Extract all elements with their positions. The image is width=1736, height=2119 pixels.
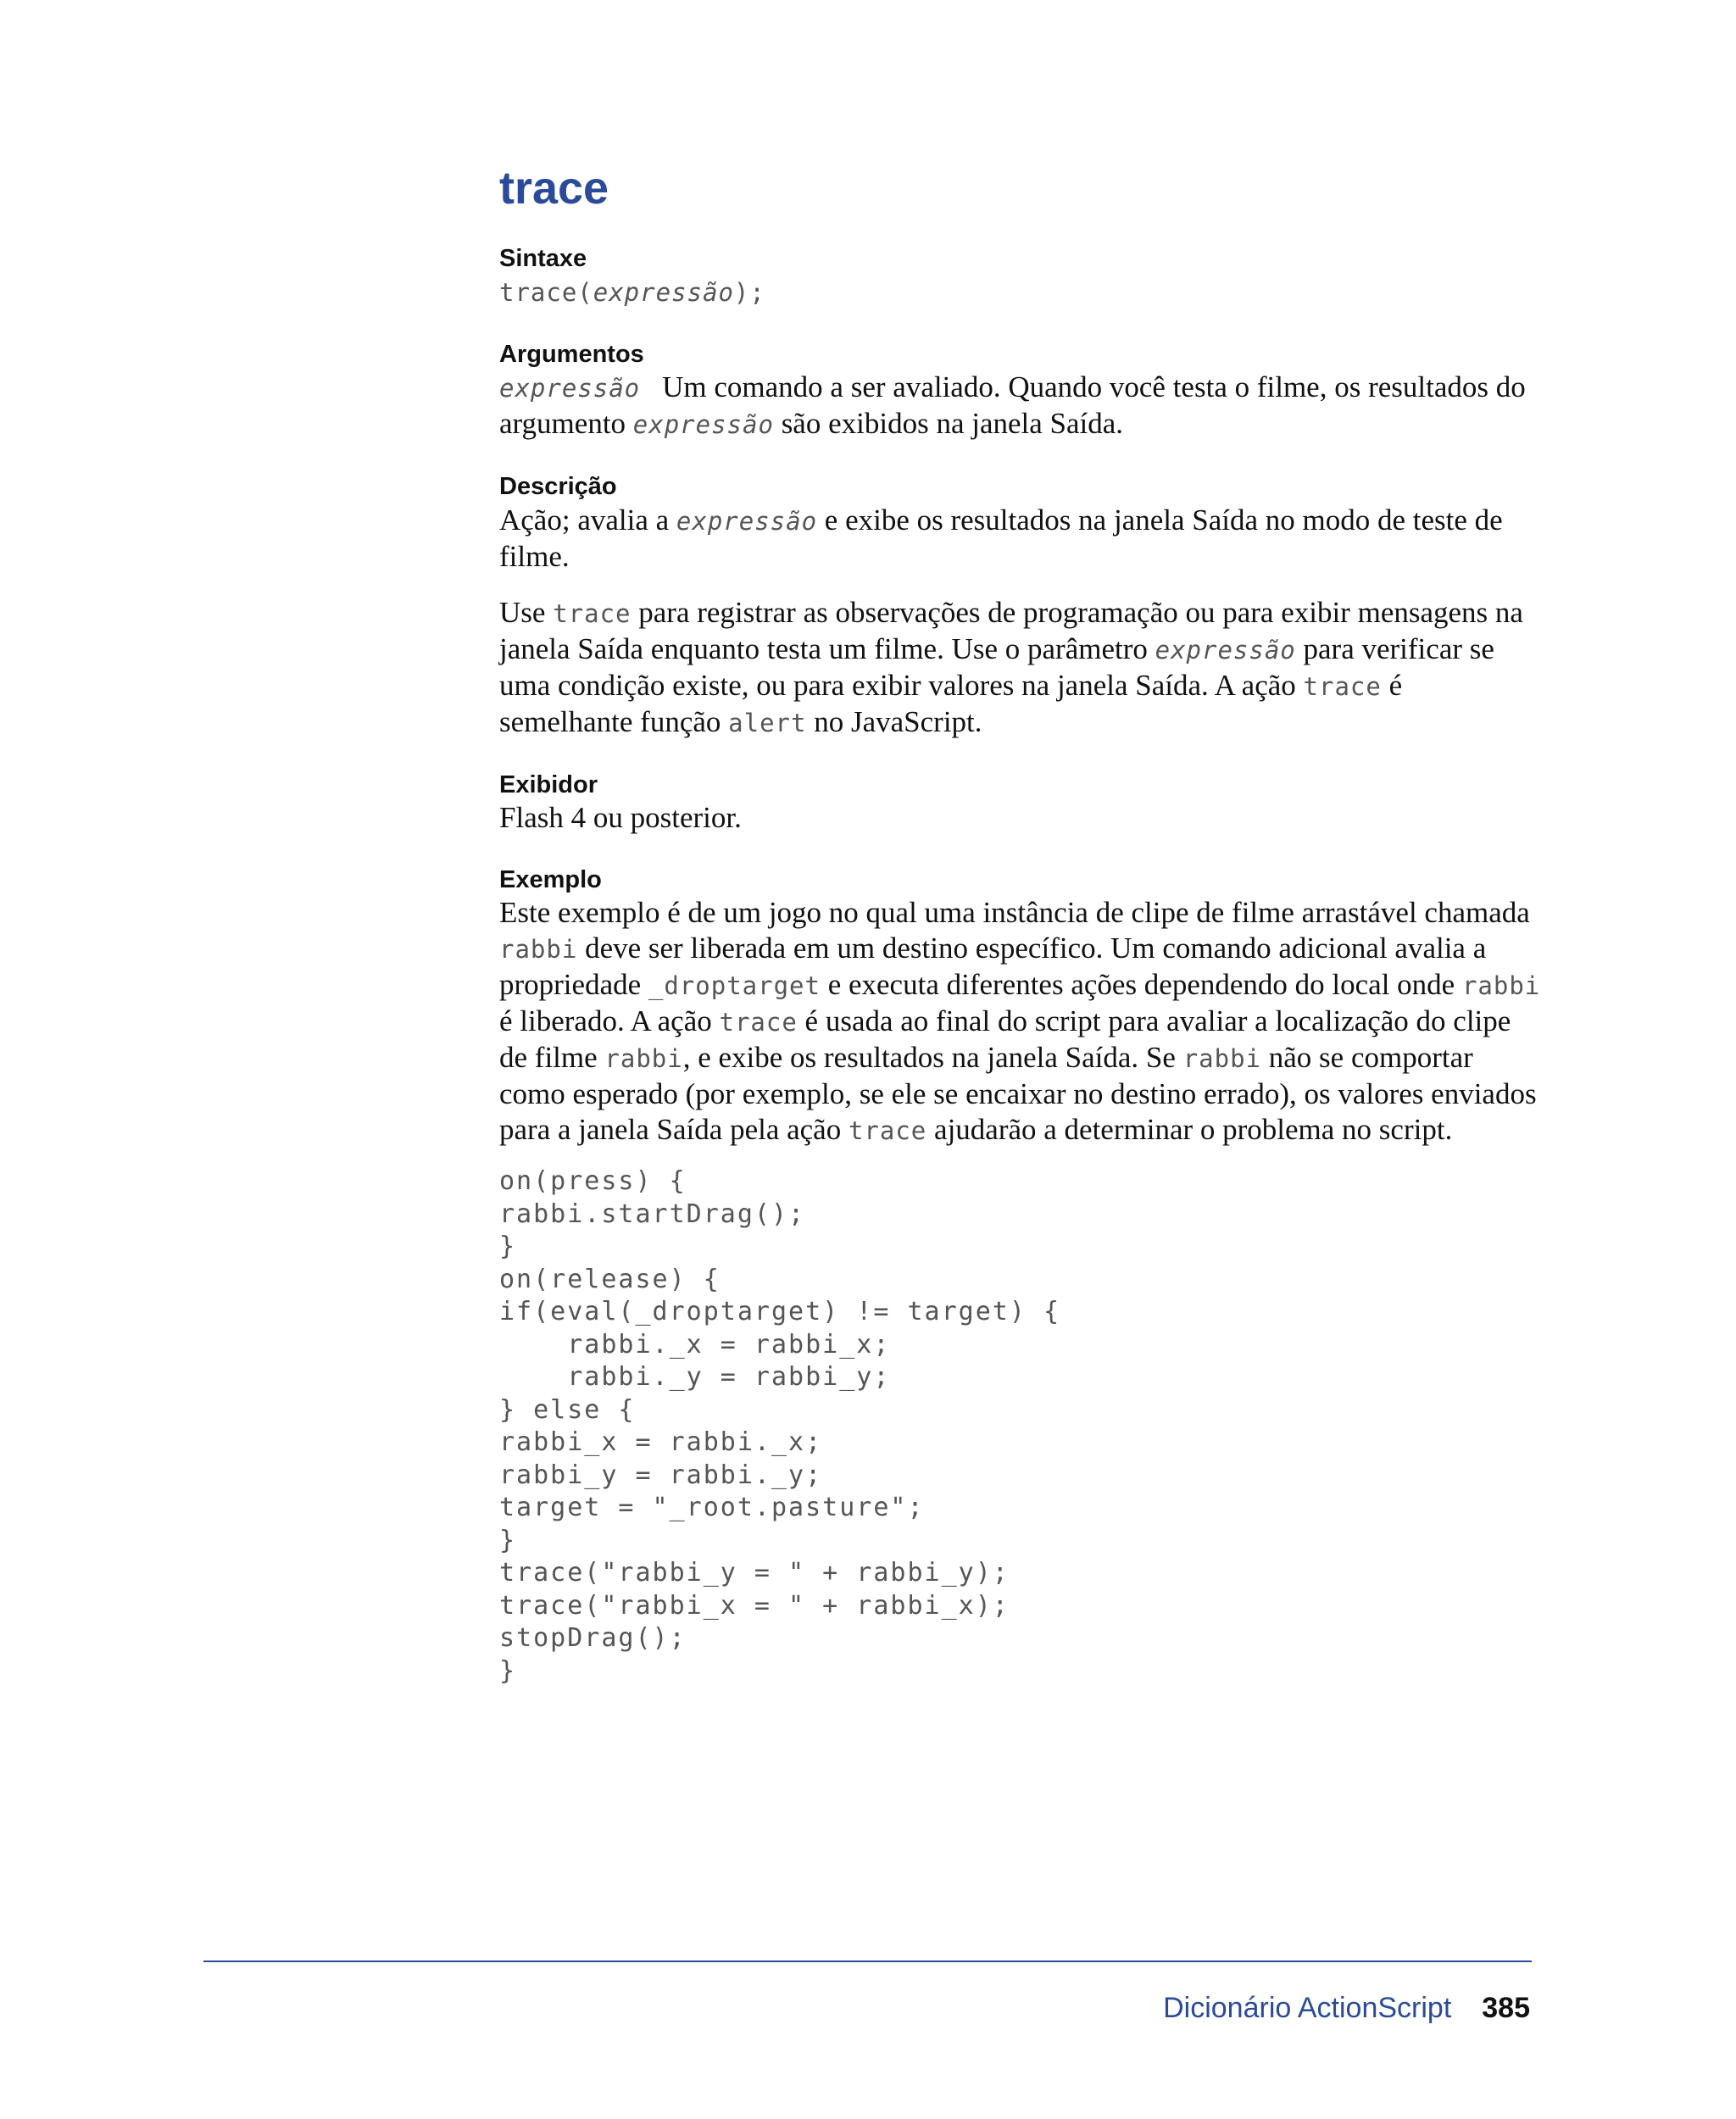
section-label-descricao: Descrição [499,473,617,501]
desc-p2-text-c: para verificar se uma condição existe, ou para exibir valores na janela Saída. A ação [499,631,1494,702]
section-label-exemplo: Exemplo [499,865,602,893]
desc-p2-code-1: trace [553,598,632,628]
example-code-6: rabbi [1182,1044,1261,1074]
desc-p2-text-a: Use [499,595,554,629]
page-number: 385 [1482,1992,1530,2024]
syntax-arg: expressão [593,278,734,308]
desc-p2-text-b: para registrar as observações de programação ou para exibir mensagens na janela Saída enquanto testa um filme. Use o parâmetro [499,595,1523,665]
page-footer [1163,1992,1530,2025]
footer-divider [203,1960,1532,1962]
example-code-7: trace [848,1116,927,1146]
desc-p2-text-d: é semelhante função [499,668,1403,738]
example-paragraph [499,895,1542,1148]
example-text-2: deve ser liberada em um destino específico. Um comando adicional avalia a propriedade [499,932,1487,1002]
section-label-exibidor: Exibidor [499,770,598,798]
section-sintaxe [499,243,1542,310]
example-code-1: rabbi [499,935,578,965]
description-paragraph-2 [499,595,1542,741]
desc-p2-code-3: trace [1303,671,1382,701]
example-code-block: on(press) { rabbi.startDrag(); } on(release) { if(eval(_droptarget) != target) { rabbi._x = rabbi_x; rabbi._y = rabbi_y; } else { rabbi_x = rabbi._x; rabbi_y = rabbi._y; target = "_root.pasture"; } trace("rabbi_y = " + rabbi_y); trace("rabbi_x = " + rabbi_x); stopDrag(); } [499,1166,1061,1686]
desc-p1-code: expressão [676,506,818,536]
player-version: Flash 4 ou posterior. [499,800,742,834]
example-code-4: trace [719,1008,798,1037]
section-exibidor [499,770,1542,836]
argument-description [499,370,1542,442]
section-label-sintaxe: Sintaxe [499,244,587,272]
desc-p1-text-a: Ação; avalia a [499,503,676,537]
desc-p2-code-4: alert [728,708,807,737]
desc-p1-text-b: e exibe os resultados na janela Saída no modo de teste de filme. [499,503,1503,573]
argument-text-2: são exibidos na janela Saída. [773,407,1124,441]
syntax-line [499,274,1542,310]
argument-text-1: Um comando a ser avaliado. Quando você testa o filme, os resultados do argumento [499,370,1526,441]
example-text-8: ajudarão a determinar o problema no script. [926,1113,1453,1147]
section-exemplo [499,865,1542,1688]
section-argumentos [499,339,1542,442]
syntax-end: ); [733,278,765,308]
example-text-6: , e exibe os resultados na janela Saída. Se [682,1041,1183,1075]
example-text-5: é usada ao final do script para avaliar a localização do clipe de filme [499,1004,1511,1075]
desc-p2-code-2: expressão [1155,635,1296,665]
description-paragraph-1 [499,503,1542,575]
footer-book-title: Dicionário ActionScript [1163,1992,1452,2024]
example-text-1: Este exemplo é de um jogo no qual uma instância de clipe de filme arrastável chamada [499,896,1530,930]
example-code-5: rabbi [604,1044,683,1074]
example-text-7: não se comportar como esperado (por exemplo, se ele se encaixar no destino errado), os valores enviados para a janela Saída pela ação [499,1041,1537,1147]
argument-name: expressão [499,374,641,403]
desc-p2-text-e: no JavaScript. [806,704,982,738]
example-text-4: é liberado. A ação [499,1004,720,1038]
section-label-argumentos: Argumentos [499,341,644,369]
example-code-3: rabbi [1461,971,1541,1001]
content-column [499,161,1542,1716]
section-descricao [499,471,1542,740]
example-code-2: _droptarget [648,971,821,1001]
argument-ref: expressão [632,410,774,440]
syntax-fn: trace( [499,278,593,308]
entry-title: trace [499,163,609,214]
example-text-3: e executa diferentes ações dependendo do local onde [820,968,1462,1002]
